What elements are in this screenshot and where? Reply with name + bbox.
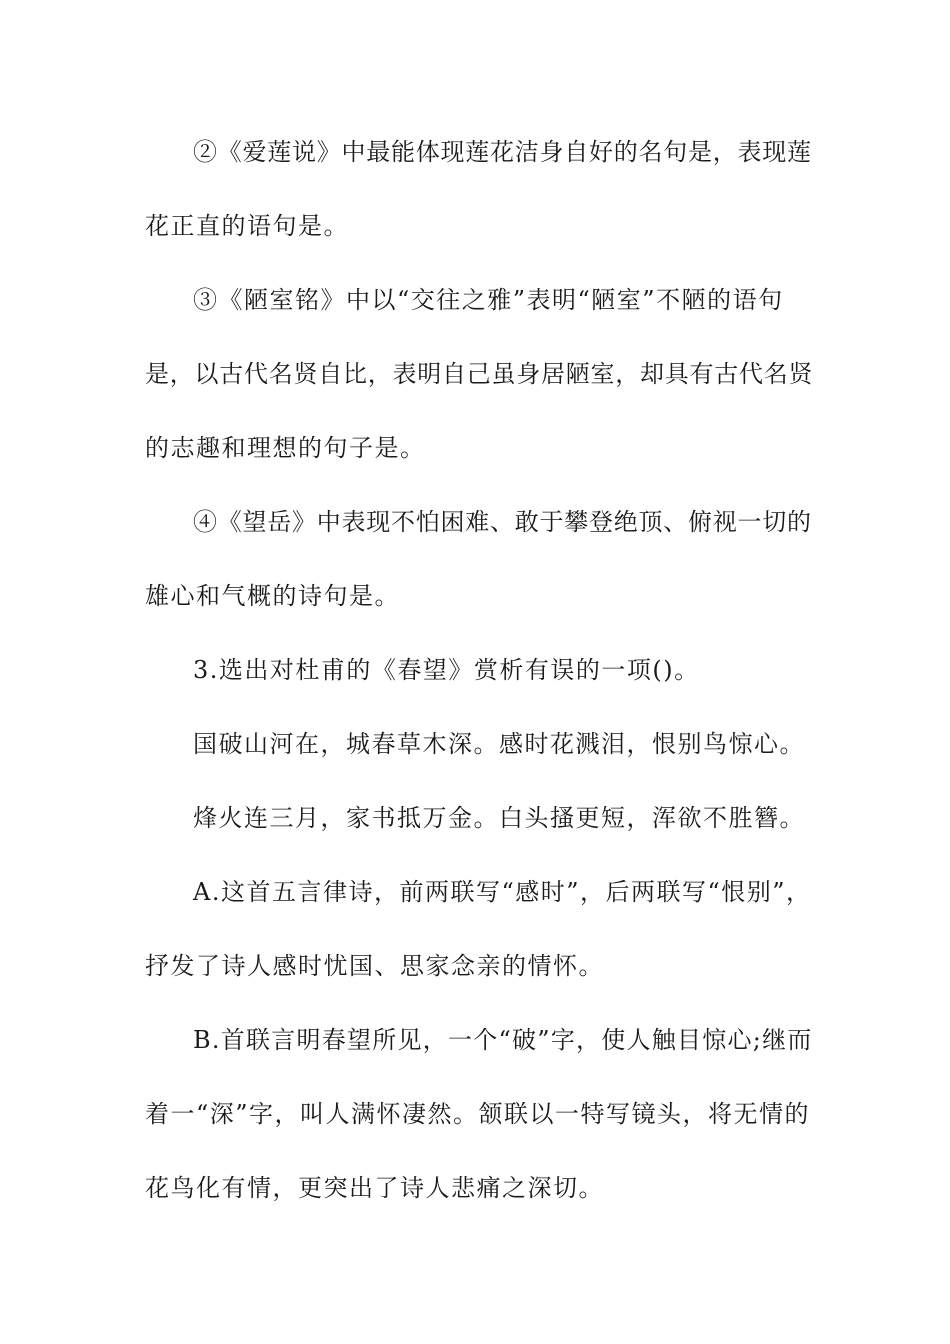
option-b: B.首联言明春望所见，一个“破”字，使人触目惊心;继而: [193, 1026, 813, 1054]
text-line: 抒发了诗人感时忧国、思家念亲的情怀。: [145, 952, 604, 980]
text-line: 雄心和气概的诗句是。: [145, 582, 400, 610]
poem-line: 国破山河在，城春草木深。感时花溅泪，恨别鸟惊心。: [193, 730, 805, 758]
text-line: 是，以古代名贤自比，表明自己虽身居陋室，却具有古代名贤: [145, 360, 814, 388]
poem-line: 烽火连三月，家书抵万金。白头搔更短，浑欲不胜簪。: [193, 804, 805, 832]
text-line: ④《望岳》中表现不怕困难、敢于攀登绝顶、俯视一切的: [193, 508, 812, 536]
text-line: ③《陋室铭》中以“交往之雅”表明“陋室”不陋的语句: [193, 286, 784, 314]
question-title: 3.选出对杜甫的《春望》赏析有误的一项()。: [193, 656, 700, 684]
text-line: 花鸟化有情，更突出了诗人悲痛之深切。: [145, 1174, 604, 1202]
text-line: 花正直的语句是。: [145, 212, 349, 240]
text-line: ②《爱莲说》中最能体现莲花洁身自好的名句是，表现莲: [193, 138, 812, 166]
text-line: 的志趣和理想的句子是。: [145, 434, 426, 462]
option-a: A.这首五言律诗，前两联写“感时”，后两联写“恨别”，: [193, 878, 812, 906]
text-line: 着一“深”字，叫人满怀凄然。颔联以一特写镜头，将无情的: [145, 1100, 811, 1128]
